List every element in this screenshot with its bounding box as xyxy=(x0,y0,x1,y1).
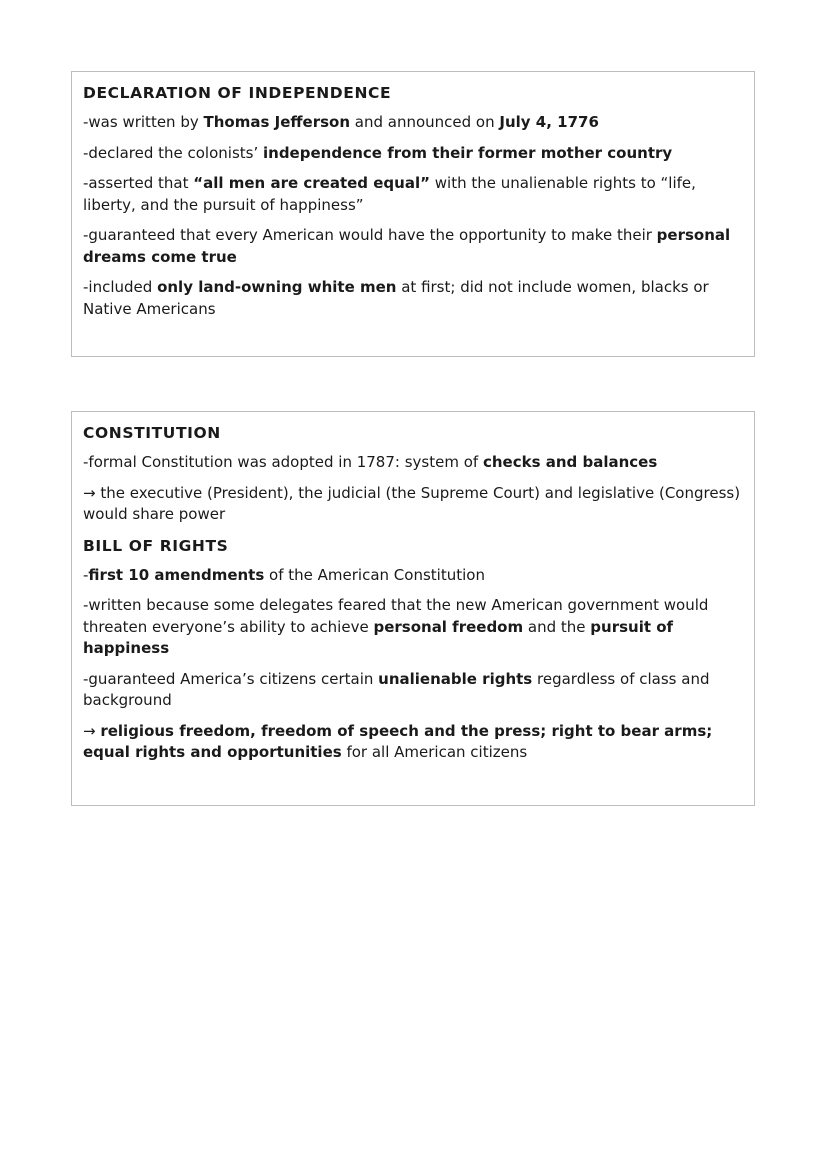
bill-of-rights-point xyxy=(83,565,742,587)
text-run: -was written by xyxy=(83,113,204,131)
text-run: -written because some delegates feared that the new American government would threaten everyone’s ability to achieve xyxy=(83,596,709,636)
constitution-point xyxy=(83,452,742,474)
bold-text: personal freedom xyxy=(373,617,524,636)
bold-text: Thomas Jefferson xyxy=(203,113,351,131)
bold-text: July 4, 1776 xyxy=(499,113,599,131)
bold-text: checks and balances xyxy=(482,453,658,471)
text-run: → xyxy=(83,483,101,502)
declaration-point xyxy=(83,173,742,216)
text-run: -guaranteed that every American would have the opportunity to make their xyxy=(83,226,657,244)
bold-text: pursuit of happiness xyxy=(83,617,674,657)
constitution-heading: CONSTITUTION xyxy=(83,424,221,442)
text-run: -declared the colonists’ xyxy=(83,143,263,162)
bold-text: first 10 amendments xyxy=(88,565,265,584)
declaration-heading: DECLARATION OF INDEPENDENCE xyxy=(83,84,392,102)
text-run: -included xyxy=(83,278,158,296)
declaration-point xyxy=(83,225,742,268)
text-run: - xyxy=(83,565,89,584)
constitution-points xyxy=(83,452,742,526)
text-run: at first; did not include women, blacks or Native Americans xyxy=(83,278,709,318)
bold-text: personal dreams come true xyxy=(83,226,731,266)
text-run: -asserted that xyxy=(83,174,194,192)
constitution-box xyxy=(71,411,755,806)
bold-text: unalienable rights xyxy=(378,669,533,688)
declaration-point xyxy=(83,277,742,320)
text-run: of the American Constitution xyxy=(264,565,485,584)
declaration-box xyxy=(71,71,755,357)
text-run: regardless of class and background xyxy=(83,669,710,709)
bill-of-rights-point xyxy=(83,721,742,764)
text-run: for all American citizens xyxy=(341,743,528,761)
text-run: with the unalienable rights to “life, liberty, and the pursuit of happiness” xyxy=(83,174,696,214)
text-run: → xyxy=(83,721,101,740)
bill-of-rights-points xyxy=(83,565,742,764)
bill-of-rights-point xyxy=(83,595,742,660)
bold-text: religious freedom, freedom of speech and the press; right to bear arms; equal rights and opportunities xyxy=(83,721,713,761)
bill-of-rights-point xyxy=(83,669,742,712)
declaration-point xyxy=(83,112,742,134)
text-run: -guaranteed America’s citizens certain xyxy=(83,669,379,688)
constitution-point xyxy=(83,483,742,526)
bold-text: independence from their former mother country xyxy=(263,143,673,162)
declaration-point xyxy=(83,143,742,165)
bill-of-rights-heading: BILL OF RIGHTS xyxy=(83,536,229,555)
declaration-points xyxy=(83,112,742,320)
bold-text: only land-owning white men xyxy=(157,278,397,296)
text-run: the executive (President), the judicial (the Supreme Court) and legislative (Congress) would share power xyxy=(83,483,741,523)
bold-text: “all men are created equal” xyxy=(193,174,430,192)
text-run: and announced on xyxy=(350,113,500,131)
text-run: and the xyxy=(523,617,591,636)
text-run: -formal Constitution was adopted in 1787: system of xyxy=(83,453,483,471)
